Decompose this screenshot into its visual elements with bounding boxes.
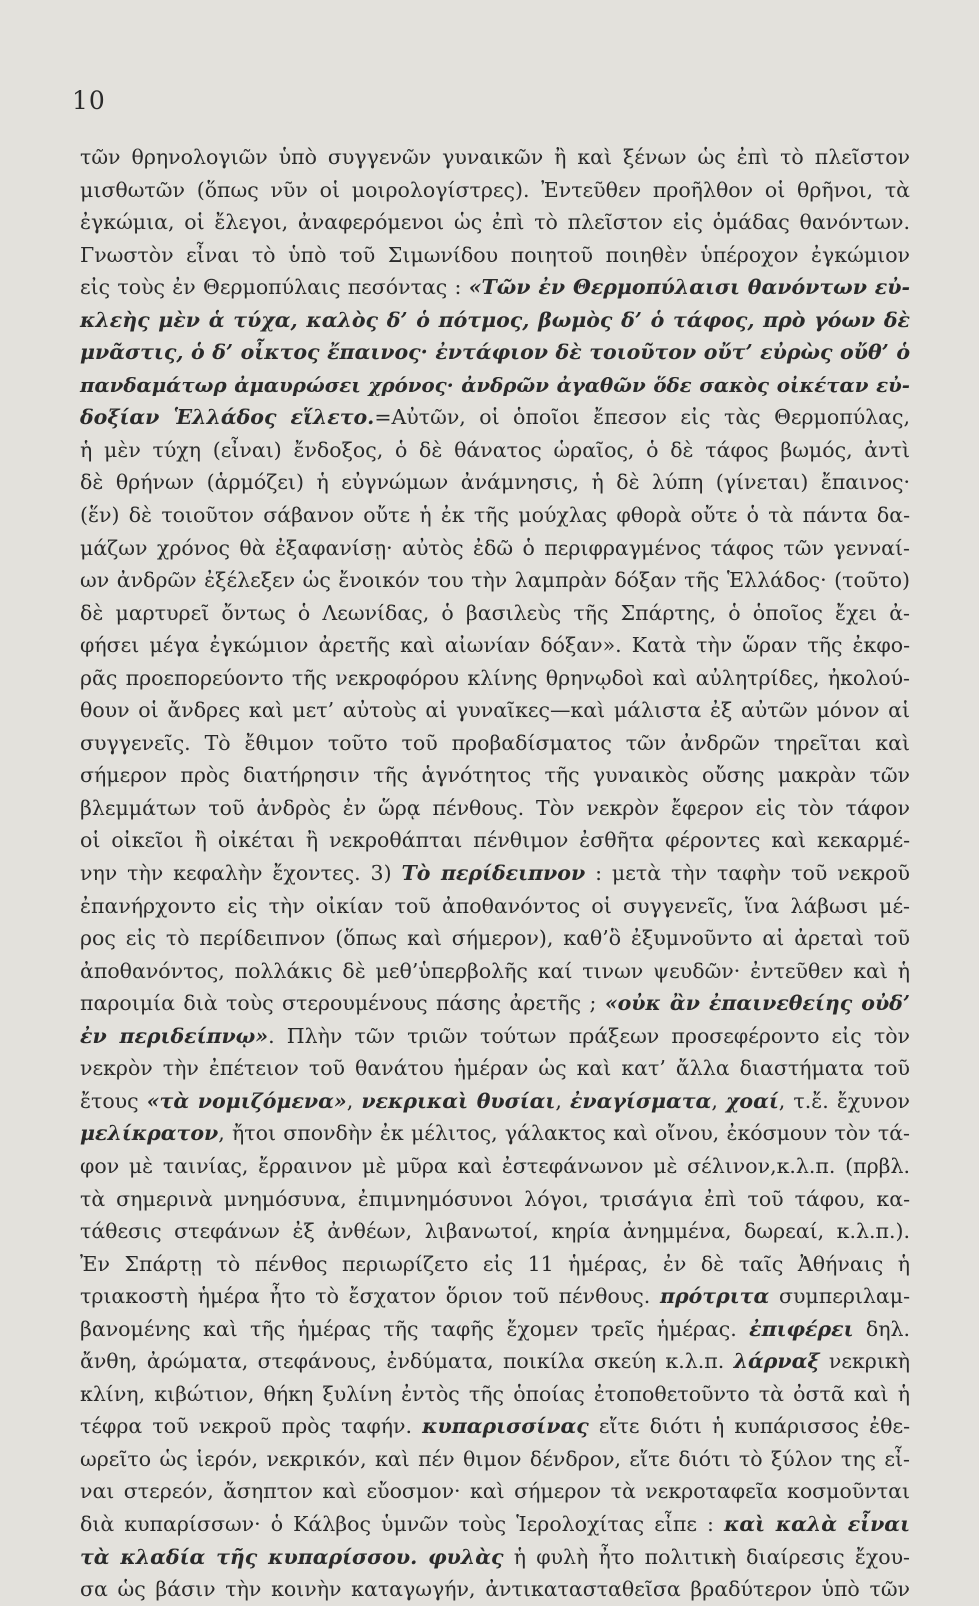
emphasized-text: ἐν περιδείπνῳ» [80,1023,269,1048]
text-line [80,532,910,565]
text-segment: τέφρα τοῦ νεκροῦ πρὸς ταφήν. [80,1414,423,1439]
text-line [80,629,910,662]
text-segment: τῶν θρηνολογιῶν ὑπὸ συγγενῶν γυναικῶν ἢ καὶ ξένων ὡς ἐπὶ τὸ πλεῖστον [80,145,910,169]
text-segment: ων ἀνδρῶν ἐξέλεξεν ὡς ἔνοικόν του τὴν λαμπρὰν δόξαν τῆς Ἑλλάδος· (τοῦτο) [80,568,910,593]
text-line [80,271,910,304]
page-number: 10 [72,86,106,115]
text-segment: ναι στερεόν, ἄσηπτον καὶ εὔοσμον· καὶ σήμερον τὰ νεκροταφεῖα κοσμοῦνται [80,1479,910,1504]
text-line [80,1248,910,1281]
text-segment: ρος εἰς τὸ περίδειπνον (ὅπως καὶ σήμερον), καθ’ὃ ἐξυμνοῦντο αἱ ἀρεταὶ τοῦ [80,926,910,951]
emphasized-text: ἐναγίσματα [569,1088,712,1113]
text-segment: : μετὰ τὴν ταφὴν τοῦ νεκροῦ [585,861,910,886]
text-segment: συμπεριλαμ- [769,1284,910,1309]
text-segment: Ἐν Σπάρτῃ τὸ πένθος περιωρίζετο εἰς 11 ἡμέρας, ἐν δὲ ταῖς Ἀθήναις ἡ [80,1251,910,1276]
text-line [80,466,910,499]
text-segment: ωρεῖτο ὡς ἱερόν, νεκρικόν, καὶ πέν θιμον δένδρον, εἴτε διότι τὸ ξύλον της εἶ- [80,1446,910,1471]
text-segment: Γνωστὸν εἶναι τὸ ὑπὸ τοῦ Σιμωνίδου ποιητοῦ ποιηθὲν ὑπέροχον ἐγκώμιον [80,242,910,267]
text-line [80,597,910,630]
text-segment: διὰ κυπαρίσσων· ὁ Κάλβος ὑμνῶν τοὺς Ἱερολοχίτας εἶπε : [80,1511,724,1536]
text-line [80,890,910,923]
text-line [80,1378,910,1411]
body-text [80,141,910,1606]
text-segment: , τ.ἔ. ἔχυνον [778,1088,910,1113]
text-segment: σήμερον πρὸς διατήρησιν τῆς ἁγνότητος τῆς γυναικὸς οὔσης μακρὰν τῶν [80,763,910,788]
text-segment: ἡ φυλὴ ἦτο πολιτικὴ διαίρεσις ἔχου- [503,1544,910,1569]
text-line [80,694,910,727]
text-line [80,1475,910,1508]
emphasized-text: «οὐκ ἂν ἐπαινεθείης οὐδ’ [604,991,910,1016]
text-segment: ἔτους [80,1088,147,1113]
emphasized-text: «Τῶν ἐν Θερμοπύλαισι θανόντων εὐ- [468,275,910,300]
emphasized-text: δοξίαν Ἑλλάδος εἵλετο. [80,405,375,430]
text-line [80,1052,910,1085]
text-segment: μάζων χρόνος θὰ ἐξαφανίσῃ· αὐτὸς ἐδῶ ὁ περιφραγμένος τάφος τῶν γενναί- [80,535,910,560]
text-line [80,1443,910,1476]
text-line [80,401,910,434]
emphasized-text: καὶ καλὰ εἶναι [723,1511,910,1536]
text-line [80,1215,910,1248]
text-line [80,1117,910,1150]
text-segment: , ἤτοι σπονδὴν ἐκ μέλιτος, γάλακτος καὶ οἴνου, ἐκόσμουν τὸν τά- [218,1121,910,1146]
text-segment: συγγενεῖς. Τὸ ἔθιμον τοῦτο τοῦ προβαδίσματος τῶν ἀνδρῶν τηρεῖται καὶ [80,730,910,755]
text-segment: ἄνθη, ἀρώματα, στεφάνους, ἐνδύματα, ποικίλα σκεύη κ.λ.π. [80,1349,734,1374]
text-line [80,1345,910,1378]
text-segment: , [555,1088,570,1113]
text-line [80,1150,910,1183]
text-line [80,239,910,272]
text-segment: σα ὡς βάσιν τὴν κοινὴν καταγωγήν, ἀντικατασταθεῖσα βραδύτερον ὑπὸ τῶν [80,1577,910,1602]
text-segment: κλίνη, κιβώτιον, θήκη ξυλίνη ἐντὸς τῆς ὁποίας ἐτοποθετοῦντο τὰ ὀστᾶ καὶ ἡ [80,1381,910,1406]
text-segment: . Πλὴν τῶν τριῶν τούτων πράξεων προσεφέροντο εἰς τὸν [268,1023,910,1048]
emphasized-text: πανδαμάτωρ ἀμαυρώσει χρόνος· ἀνδρῶν ἀγαθῶν ὅδε σακὸς οἰκέταν εὐ- [80,372,910,397]
text-segment: οἱ οἰκεῖοι ἢ οἰκέται ἢ νεκροθάπται πένθιμον ἐσθῆτα φέροντες καὶ κεκαρμέ- [80,828,910,853]
emphasized-text: Τὸ περίδειπνον [401,861,586,886]
text-line [80,987,910,1020]
text-segment: παροιμία διὰ τοὺς στερουμένους πάσης ἀρετῆς ; [80,991,605,1016]
emphasized-text: μελίκρατον [80,1121,219,1146]
text-line [80,1573,910,1606]
text-line [80,857,910,890]
text-segment: δὲ θρήνων (ἁρμόζει) ἡ εὐγνώμων ἀνάμνησις, ἡ δὲ λύπη (γίνεται) ἔπαινος· [80,470,910,495]
text-line [80,369,910,402]
text-segment: νην τὴν κεφαλὴν ἔχοντες. 3) [80,861,402,886]
text-segment: νεκρὸν τὴν ἐπέτειον τοῦ θανάτου ἡμέραν ὡς καὶ κατ’ ἄλλα διαστήματα τοῦ [80,1056,910,1081]
text-line [80,1541,910,1574]
text-segment: εἰς τοὺς ἐν Θερμοπύλαις πεσόντας : [80,275,469,300]
text-segment: (ἕν) δὲ τοιοῦτον σάβανον οὔτε ἡ ἐκ τῆς μούχλας φθορὰ οὔτε ὁ τὰ πάντα δα- [80,503,910,528]
emphasized-text: χοαί [725,1088,779,1113]
text-segment: ἐγκώμια, οἱ ἔλεγοι, ἀναφερόμενοι ὡς ἐπὶ τὸ πλεῖστον εἰς ὁμάδας θανόντων. [80,210,910,235]
text-segment: τὰ σημερινὰ μνημόσυνα, ἐπιμνημόσυνοι λόγοι, τρισάγια ἐπὶ τοῦ τάφου, κα- [80,1186,910,1211]
text-line [80,1280,910,1313]
emphasized-text: τὰ κλαδία τῆς κυπαρίσσου. φυλὰς [80,1544,504,1569]
text-line [80,955,910,988]
text-segment: , [346,1088,362,1113]
text-segment: νεκρικὴ [819,1349,910,1374]
text-segment: βλεμμάτων τοῦ ἀνδρὸς ἐν ὥρᾳ πένθους. Τὸν νεκρὸν ἔφερον εἰς τὸν τάφον [80,795,910,820]
emphasized-text: «τὰ νομιζόμενα» [146,1088,347,1113]
text-line [80,727,910,760]
text-segment: εἴτε διότι ἡ κυπάρισσος ἐθε- [588,1414,910,1439]
text-line [80,336,910,369]
emphasized-text: ἐπιφέρει [749,1316,854,1341]
text-line [80,922,910,955]
text-segment: ἡ μὲν τύχη (εἶναι) ἔνδοξος, ὁ δὲ θάνατος ὡραῖος, ὁ δὲ τάφος βωμός, ἀντὶ [80,437,910,462]
text-segment: ρᾶς προεπορεύοντο τῆς νεκροφόρου κλίνης θρηνῳδοὶ καὶ αὐλητρίδες, ἠκολού- [80,665,910,690]
text-segment: τάθεσις στεφάνων ἐξ ἀνθέων, λιβανωτοί, κηρία ἀνημμένα, δωρεαί, κ.λ.π.). [80,1219,910,1244]
emphasized-text: μνᾶστις, ὁ δ’ οἶκτος ἔπαινος· ἐντάφιον δὲ τοιοῦτον οὔτ’ εὐρὼς οὔθ’ ὁ [80,340,910,365]
text-line [80,564,910,597]
text-line [80,499,910,532]
text-segment: φήσει μέγα ἐγκώμιον ἀρετῆς καὶ αἰωνίαν δόξαν». Κατὰ τὴν ὥραν τῆς ἐκφο- [80,633,910,658]
text-line [80,662,910,695]
text-line [80,434,910,467]
text-segment: δὲ μαρτυρεῖ ὄντως ὁ Λεωνίδας, ὁ βασιλεὺς τῆς Σπάρτης, ὁ ὁποῖος ἔχει ἀ- [80,600,910,625]
emphasized-text: πρότριτα [660,1284,770,1309]
text-line [80,1410,910,1443]
emphasized-text: κυπαρισσίνας [422,1414,589,1439]
text-line [80,1313,910,1346]
text-line [80,1183,910,1216]
text-segment: βανομένης καὶ τῆς ἡμέρας τῆς ταφῆς ἔχομεν τρεῖς ἡμέρας. [80,1316,750,1341]
text-line [80,141,910,174]
text-segment: ἀποθανόντος, πολλάκις δὲ μεθ’ὑπερβολῆς καί τινων ψευδῶν· ἐντεῦθεν καὶ ἡ [80,958,910,983]
text-segment: ἐπανήρχοντο εἰς τὴν οἰκίαν τοῦ ἀποθανόντος οἱ συγγενεῖς, ἵνα λάβωσι μέ- [80,893,910,918]
text-line [80,792,910,825]
text-segment: , [711,1088,726,1113]
text-line [80,759,910,792]
text-segment: φον μὲ ταινίας, ἔρραινον μὲ μῦρα καὶ ἐστεφάνωνον μὲ σέλινον,κ.λ.π. (πρβλ. [80,1153,910,1178]
text-segment: =Αὐτῶν, οἱ ὁποῖοι ἔπεσον εἰς τὰς Θερμοπύλας, [374,405,910,430]
text-line [80,1020,910,1053]
text-segment: δηλ. [853,1316,910,1341]
text-line [80,304,910,337]
text-line [80,206,910,239]
text-line [80,174,910,207]
text-segment: τριακοστὴ ἡμέρα ἦτο τὸ ἔσχατον ὅριον τοῦ πένθους. [80,1284,660,1309]
text-segment: θουν οἱ ἄνδρες καὶ μετ’ αὐτοὺς αἱ γυναῖκες—καὶ μάλιστα ἐξ αὐτῶν μόνον αἱ [80,698,910,723]
text-line [80,1508,910,1541]
emphasized-text: κλεὴς μὲν ἁ τύχα, καλὸς δ’ ὁ πότμος, βωμὸς δ’ ὁ τάφος, πρὸ γόων δὲ [80,307,910,332]
emphasized-text: λάρναξ [733,1349,820,1374]
text-line [80,824,910,857]
text-line [80,1085,910,1118]
emphasized-text: νεκρικαὶ θυσίαι [361,1088,556,1113]
text-segment: μισθωτῶν (ὅπως νῦν οἱ μοιρολογίστρες). Ἐντεῦθεν προῆλθον οἱ θρῆνοι, τὰ [80,177,910,202]
